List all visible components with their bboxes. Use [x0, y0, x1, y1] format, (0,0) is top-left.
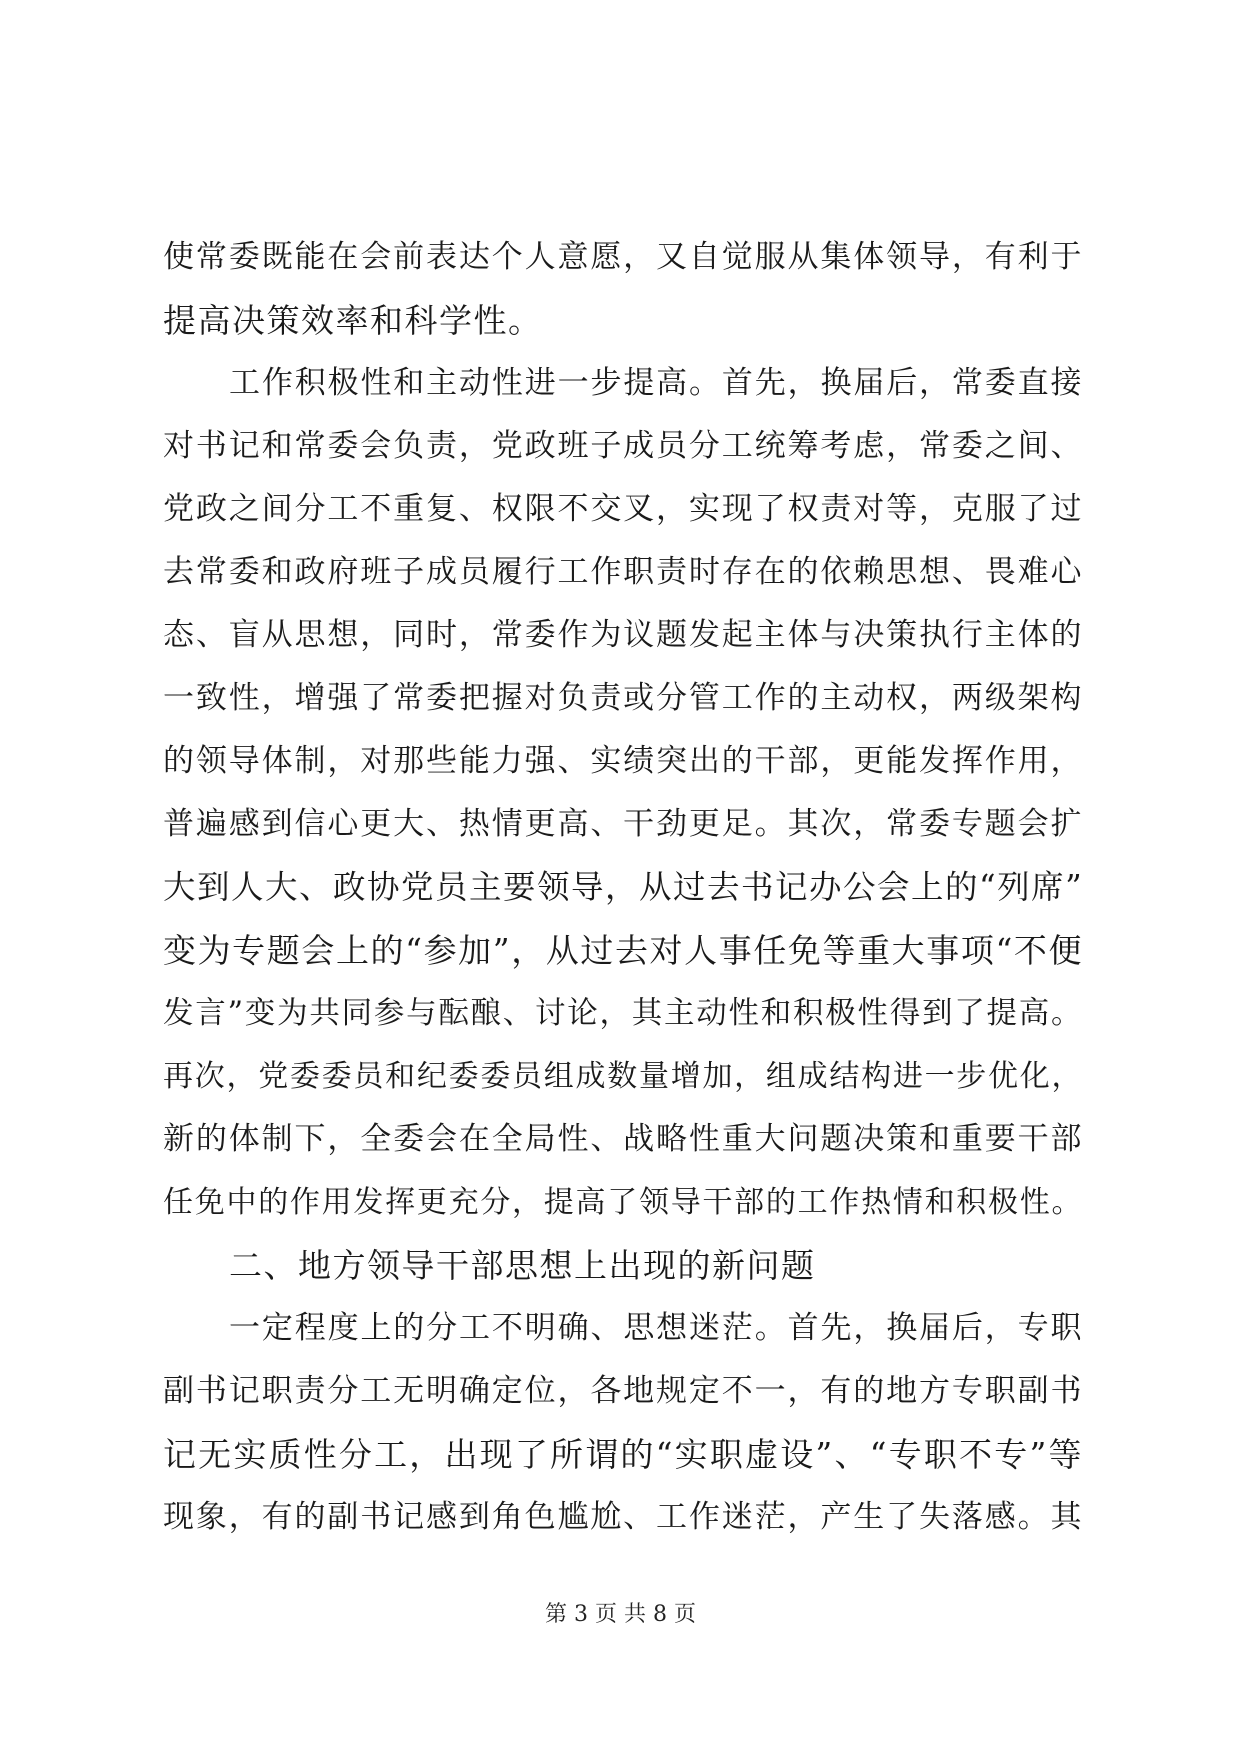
text-line: 发言”变为共同参与酝酿、讨论，其主动性和积极性得到了提高。 [163, 996, 1083, 1031]
text-line: 记无实质性分工，出现了所谓的“实职虚设”、“专职不专”等 [163, 1435, 1083, 1474]
text-line: 再次，党委委员和纪委委员组成数量增加，组成结构进一步优化， [163, 1059, 1083, 1094]
text-line: 普遍感到信心更大、热情更高、干劲更足。其次，常委专题会扩 [163, 806, 1083, 842]
text-line: 提高决策效率和科学性。 [163, 301, 543, 340]
paragraph-first-line: 工作积极性和主动性进一步提高。首先，换届后，常委直接 [229, 365, 1083, 401]
page-footer: 第 3 页 共 8 页 [545, 1602, 696, 1627]
section-heading: 二、地方领导干部思想上出现的新问题 [229, 1246, 816, 1285]
text-line: 去常委和政府班子成员履行工作职责时存在的依赖思想、畏难心 [163, 554, 1083, 590]
text-line: 对书记和常委会负责，党政班子成员分工统筹考虑，常委之间、 [163, 428, 1083, 464]
paragraph-first-line: 一定程度上的分工不明确、思想迷茫。首先，换届后，专职 [229, 1310, 1083, 1346]
text-line: 使常委既能在会前表达个人意愿，又自觉服从集体领导，有利于 [163, 239, 1083, 275]
text-line: 现象，有的副书记感到角色尴尬、工作迷茫，产生了失落感。其 [163, 1499, 1083, 1535]
text-line: 任免中的作用发挥更充分，提高了领导干部的工作热情和积极性。 [163, 1185, 1083, 1220]
text-line: 态、盲从思想，同时，常委作为议题发起主体与决策执行主体的 [163, 617, 1083, 653]
text-line: 的领导体制，对那些能力强、实绩突出的干部，更能发挥作用， [163, 743, 1083, 779]
text-line: 新的体制下，全委会在全局性、战略性重大问题决策和重要干部 [163, 1121, 1083, 1157]
text-line: 党政之间分工不重复、权限不交叉，实现了权责对等，克服了过 [163, 491, 1083, 527]
document-body [163, 226, 1083, 1549]
text-line: 大到人大、政协党员主要领导，从过去书记办公会上的“列席” [163, 868, 1084, 906]
text-line: 变为专题会上的“参加”，从过去对人事任免等重大事项“不便 [163, 931, 1083, 970]
text-line: 一致性，增强了常委把握对负责或分管工作的主动权，两级架构 [163, 680, 1083, 716]
text-line: 副书记职责分工无明确定位，各地规定不一，有的地方专职副书 [163, 1373, 1083, 1409]
